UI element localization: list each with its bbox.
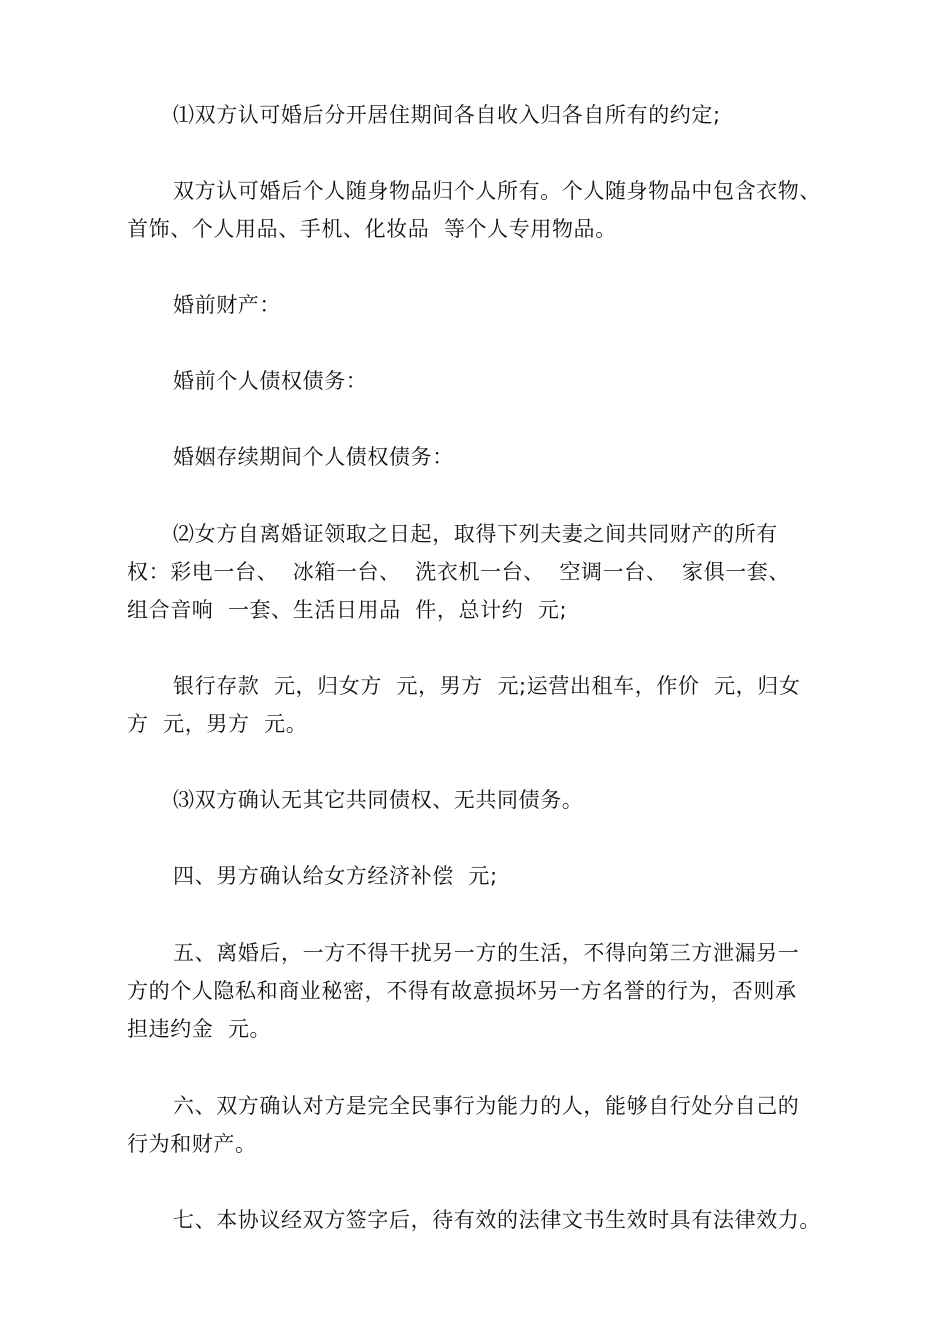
paragraph-premarital-property xyxy=(127,286,837,324)
paragraph-bank-deposits xyxy=(127,667,837,743)
paragraph-line: 权：彩电一台、 冰箱一台、 洗衣机一台、 空调一台、 家俱一套、 xyxy=(127,560,790,584)
paragraph-line: 六、双方确认对方是完全民事行为能力的人，能够自行处分自己的 xyxy=(173,1094,800,1118)
paragraph-personal-items xyxy=(127,172,837,248)
paragraph-line: 组合音响 一套、生活日用品 件，总计约 元; xyxy=(127,598,568,622)
paragraph-line: 四、男方确认给女方经济补偿 元; xyxy=(173,864,498,888)
paragraph-line: 银行存款 元，归女方 元，男方 元;运营出租车，作价 元，归女 xyxy=(173,674,801,698)
paragraph-no-joint-debts xyxy=(127,781,837,819)
paragraph-line: 担违约金 元。 xyxy=(127,1017,272,1041)
paragraph-line: 婚前个人债权债务： xyxy=(173,369,368,393)
paragraph-line: ⑵女方自离婚证领取之日起，取得下列夫妻之间共同财产的所有 xyxy=(173,522,778,546)
paragraph-line: 首饰、个人用品、手机、化妆品 等个人专用物品。 xyxy=(127,217,617,241)
paragraph-line: 行为和财产。 xyxy=(127,1132,257,1156)
paragraph-clause-five xyxy=(127,934,837,1048)
paragraph-line: 双方认可婚后个人随身物品归个人所有。个人随身物品中包含衣物、 xyxy=(173,179,821,203)
paragraph-line: 婚前财产： xyxy=(173,293,281,317)
paragraph-marital-debts xyxy=(127,438,837,476)
paragraph-line: 方 元，男方 元。 xyxy=(127,712,308,736)
paragraph-line: ⑶双方确认无其它共同债权、无共同债务。 xyxy=(173,788,584,812)
paragraph-income-agreement xyxy=(127,96,837,134)
paragraph-clause-six xyxy=(127,1087,837,1163)
paragraph-line: 七、本协议经双方签字后，待有效的法律文书生效时具有法律效力。 xyxy=(173,1208,821,1232)
paragraph-line: 方的个人隐私和商业秘密，不得有故意损坏另一方名誉的行为，否则承 xyxy=(127,979,797,1003)
paragraph-premarital-debts xyxy=(127,362,837,400)
paragraph-line: ⑴双方认可婚后分开居住期间各自收入归各自所有的约定; xyxy=(173,103,721,127)
paragraph-joint-property xyxy=(127,515,837,629)
paragraph-clause-four xyxy=(127,857,837,895)
paragraph-line: 五、离婚后，一方不得干扰另一方的生活，不得向第三方泄漏另一 xyxy=(173,941,800,965)
paragraph-clause-seven xyxy=(127,1201,837,1239)
paragraph-line: 婚姻存续期间个人债权债务： xyxy=(173,445,454,469)
